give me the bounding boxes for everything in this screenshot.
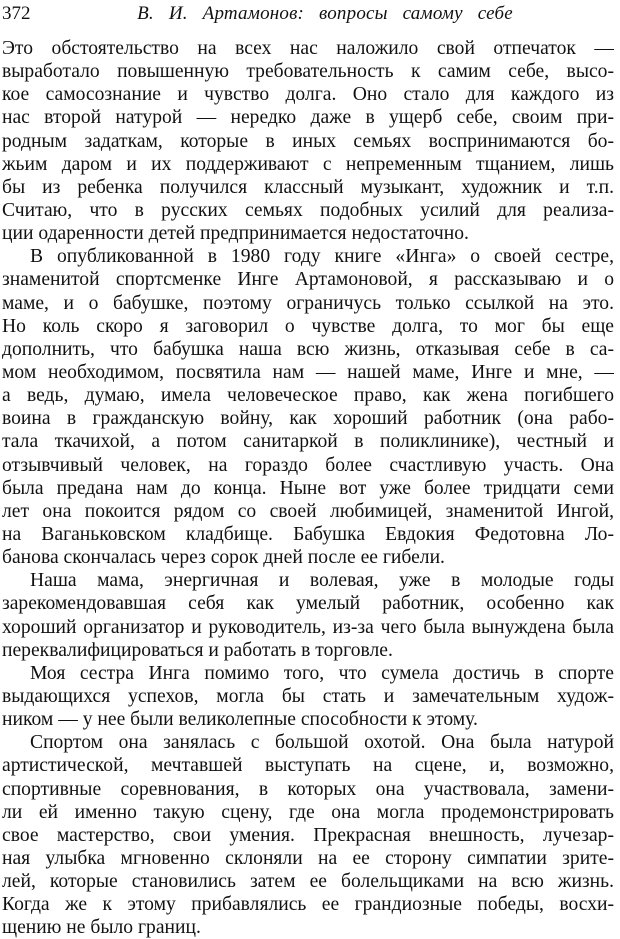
text-line: Это обстоятельство на всех нас наложило свой отпечаток — [2, 38, 614, 59]
text-line: жьим даром и их поддерживают с непременным тщанием, лишь [2, 153, 614, 175]
text-line: спортивные соревнования, в которых она участвовала, замени- [2, 778, 614, 800]
running-title: В. И. Артамонов: вопросы самому себе [137, 3, 513, 24]
text-line: ли ей именно такую сцену, где она могла продемонстрировать [2, 801, 614, 823]
text-line: родным задаткам, которые в иных семьях воспринимаются бо- [2, 130, 614, 152]
text-line: хороший организатор и руководитель, из-за чего была вынуждена была [2, 616, 614, 638]
body-text [2, 37, 614, 939]
text-line: Но коль скоро я заговорил о чувстве долга, то мог бы еще [2, 315, 614, 337]
text-line: кое самосознание и чувство долга. Оно стало для каждого из [2, 84, 614, 106]
text-line: бы из ребенка получился классный музыкант, художник и т.п. [2, 176, 614, 198]
text-line: воина в гражданскую войну, как хороший работник (она рабо- [2, 408, 614, 430]
paragraph [2, 37, 614, 245]
text-line: на Ваганьковском кладбище. Бабушка Евдокия Федотовна Ло- [2, 523, 614, 545]
running-header [0, 2, 620, 28]
text-line: ная улыбка мгновенно склоняли на ее сторону симпатии зрите- [2, 847, 614, 869]
text-line: щению не было границ. [2, 917, 201, 939]
text-line: выработало повышенную требовательность к самим себе, высо- [2, 61, 614, 83]
text-line: Когда же к этому прибавлялись ее грандиозные победы, восхи- [2, 894, 614, 916]
text-line: Спортом она занялась с большой охотой. Она была натурой [30, 732, 614, 754]
text-line: выдающихся успехов, могла бы стать и замечательным худож- [2, 685, 614, 707]
text-line: В опубликованной в 1980 году книге «Инга» о своей сестре, [30, 246, 614, 268]
paragraph [2, 569, 614, 662]
text-line: зарекомендовавшая себя как умелый работник, особенно как [2, 593, 614, 615]
text-line: Считаю, что в русских семьях подобных усилий для реализа- [2, 199, 614, 221]
text-line: Наша мама, энергичная и волевая, уже в молодые годы [30, 570, 614, 592]
text-line: Моя сестра Инга помимо того, что сумела достичь в спорте [30, 662, 614, 684]
text-line: знаменитой спортсменке Инге Артамоновой, я рассказываю и о [2, 269, 614, 291]
text-line: свое мастерство, свои умения. Прекрасная внешность, лучезар- [2, 824, 614, 846]
text-line: нас второй натурой — нередко даже в ущерб себе, своим при- [2, 107, 614, 129]
text-line: лет она покоится рядом со своей любимицей, знаменитой Ингой, [2, 500, 614, 522]
text-line: артистической, мечтавшей выступать на сцене, и, возможно, [2, 755, 614, 777]
text-line: ником — у нее были великолепные способности к этому. [2, 709, 478, 731]
text-line: была предана нам до конца. Ныне вот уже более тридцати семи [2, 477, 614, 499]
page-number: 372 [2, 3, 31, 24]
text-line: банова скончалась через сорок дней после ее гибели. [2, 547, 445, 569]
text-line: отзывчивый человек, на гораздо более счастливую участь. Она [2, 454, 614, 476]
text-line: маме, и о бабушке, поэтому ограничусь только ссылкой на это. [2, 292, 614, 314]
text-line: переквалифицироваться и работать в торговле. [2, 639, 393, 661]
paragraph [2, 245, 614, 569]
text-line: мом необходимом, посвятила нам — нашей маме, Инге и мне, — [2, 361, 614, 383]
text-line: дополнить, что бабушка наша всю жизнь, отказывая себе в са- [2, 338, 614, 360]
text-line: а ведь, думаю, имела человеческое право, как жена погибшего [2, 385, 614, 407]
paragraph [2, 662, 614, 731]
text-line: тала ткачихой, а потом санитаркой в поликлинике), честный и [2, 431, 614, 453]
paragraph [2, 731, 614, 939]
text-line: лей, которые становились затем ее болельщиками на всю жизнь. [2, 871, 614, 893]
text-line: ции одаренности детей предпринимается недостаточно. [2, 223, 469, 245]
